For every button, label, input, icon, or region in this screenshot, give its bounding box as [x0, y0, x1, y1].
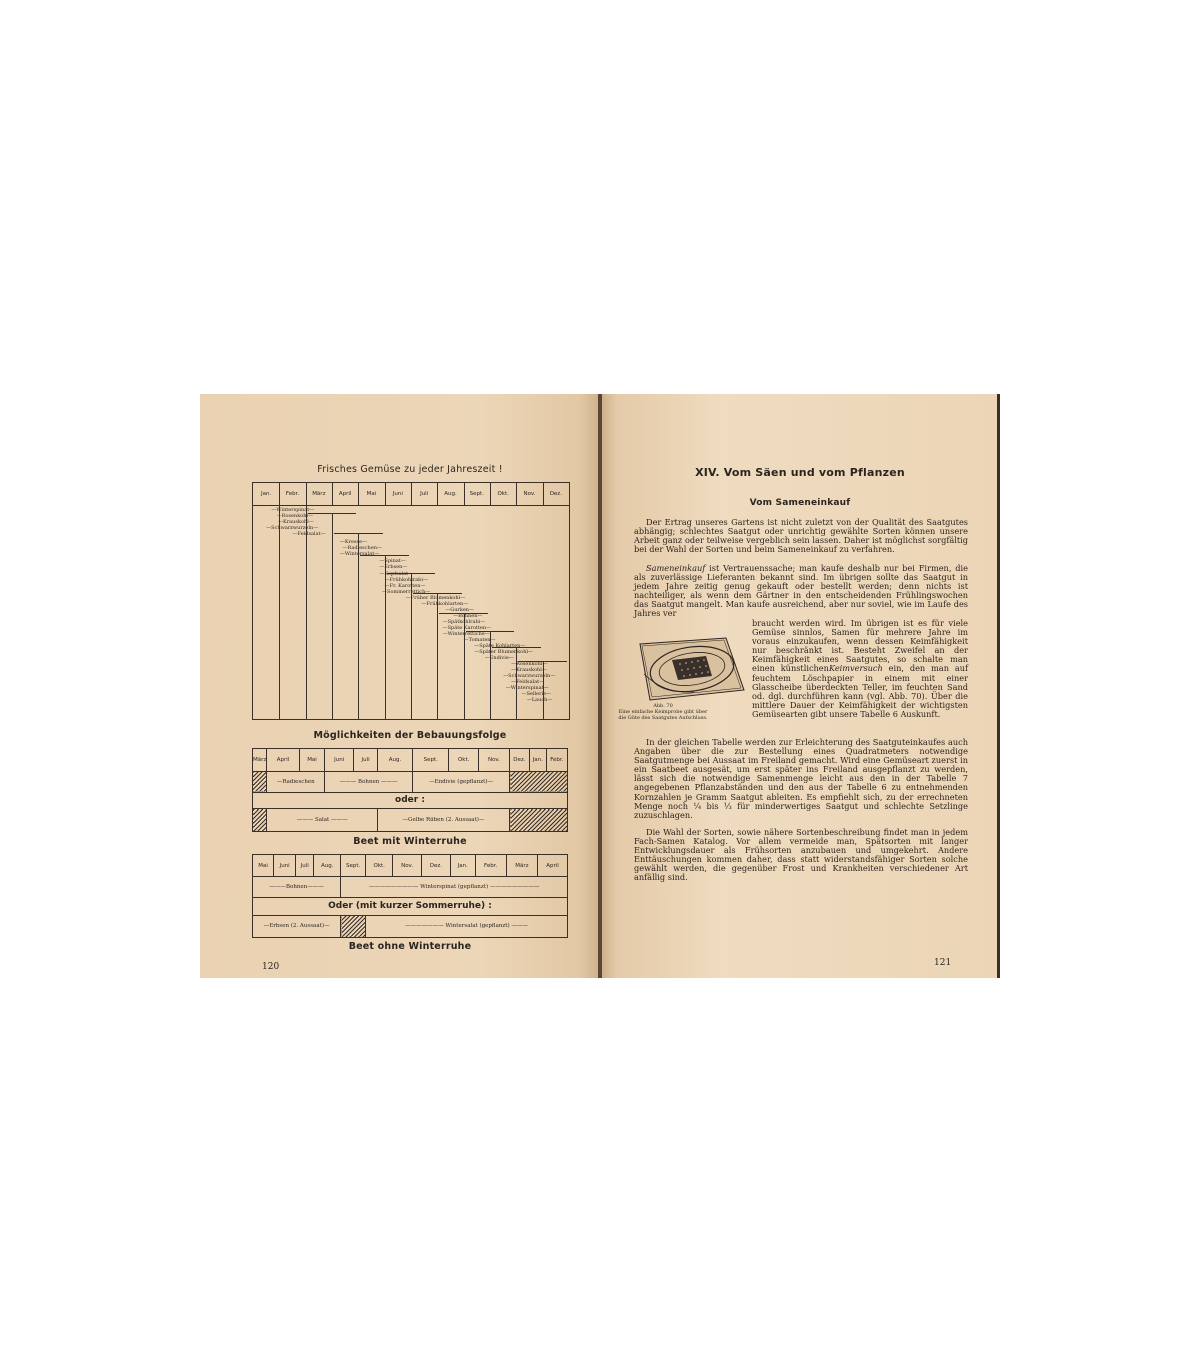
plate-illustration-icon: [634, 634, 748, 704]
section-title-bebauungsfolge: Möglichkeiten der Bebauungsfolge: [313, 730, 507, 741]
table1-month-7: Okt.: [449, 749, 479, 772]
table2-month-1: Juni: [274, 855, 296, 877]
table2-month-4: Sept.: [341, 855, 366, 877]
section-title-ohne-winterruhe: Beet ohne Winterruhe: [348, 941, 472, 952]
chapter-title: XIV. Vom Säen und vom Pflanzen: [695, 466, 905, 479]
calendar-month-3: April: [332, 483, 359, 505]
paragraph-3: In der gleichen Tabelle werden zur Erleichterung des Saatguteinkaufes auch Angaben über die zur Bestellung eines Quadratmeters notwendige Saatgutmenge bei Aussaat im Freiland gemacht. Wird eine Gemüseart zuerst in ein Saatbeet ausgesät, um erst später ins Freiland ausgepflanzt zu werden, lässt sich die notwendige Samenmenge leicht aus den in der Tabelle 7 angegebenen Pflanzabständen und den aus der Tabelle 6 zu entnehmenden Kornzahlen je Gramm Saatgut ableiten. Es empfiehlt sich, zu der errechneten Menge noch ¼ bis ⅓ für minderwertiges Saatgut und schlechte Setzlinge zuzuschlagen.: [634, 737, 968, 820]
table1-month-8: Nov.: [478, 749, 509, 772]
vegetable-label: —Späte Kohlarten—: [474, 643, 526, 649]
table2-month-6: Nov.: [393, 855, 422, 877]
germination-test-figure: [634, 634, 748, 704]
vegetable-label: —Kresse—: [339, 539, 368, 545]
vegetable-label: —Wintersalat—: [339, 551, 380, 557]
calendar-month-9: Okt.: [490, 483, 517, 505]
hatch-cell: [510, 771, 568, 792]
calendar-month-6: Juli: [411, 483, 438, 505]
book-spread: [200, 394, 1000, 978]
vegetable-label: —Frühkohlarten—: [421, 601, 469, 607]
table1-month-5: Aug.: [377, 749, 412, 772]
vegetable-label: —Winterspinat—: [271, 507, 315, 513]
cell-bohnen: ——— Bohnen ———: [325, 771, 413, 792]
page-edge: [997, 394, 1000, 978]
vegetable-label: —Fr. Karotten—: [384, 583, 426, 589]
vegetable-label: —Frühkohlrabi—: [384, 577, 428, 583]
table2-month-11: April: [538, 855, 568, 877]
table1-month-6: Sept.: [413, 749, 449, 772]
table1-month-0: März: [253, 749, 267, 772]
hatch-cell: [510, 809, 568, 832]
cell-winterspinat: ————————— Winterspinat (gepflanzt) —————————: [341, 877, 568, 897]
chart-title: Frisches Gemüse zu jeder Jahreszeit !: [317, 464, 503, 475]
calendar-month-7: Aug.: [437, 483, 464, 505]
vegetable-label: —Sommerrettich—: [382, 589, 431, 595]
vegetable-label: —Krauskohl—: [278, 519, 314, 525]
calendar-month-8: Sept.: [464, 483, 491, 505]
vegetable-label: —Erbsen—: [379, 564, 408, 570]
section-title-sameneinkauf: Vom Sameneinkauf: [749, 498, 851, 508]
figure-label: Abb. 70: [653, 703, 673, 709]
cell-erbsen: —Erbsen (2. Aussaat)—: [253, 915, 341, 937]
cell-radieschen: —Radieschen: [267, 771, 325, 792]
vegetable-label: —Feldsalat—: [511, 679, 545, 685]
calendar-step-line: [308, 513, 357, 514]
oder-label: oder :: [253, 792, 568, 809]
paragraph-2-top: Sameneinkauf ist Vertrauenssache; man kaufe deshalb nur bei Firmen, die als zuverlässige Lieferanten bekannt sind. Im übrigen sollte das Saatgut in jedem Jahre zeitig genug gekauft oder bestellt werden; denn nichts ist nachteiliger, als wenn dem Gärtner in den entscheidenden Frühlingswochen das Saatgut mangelt. Man kaufe ausreichend, aber nur soviel, wie im Laufe des Jahres ver: [634, 563, 968, 619]
calendar-month-5: Juni: [385, 483, 412, 505]
paragraph-2-wrap: braucht werden wird. Im übrigen ist es für viele Gemüse sinnlos, Samen für mehrere Jahre im voraus einzukaufen, wenn dessen Keimfähigkeit nur beschränkt ist. Besteht Zweifel an der Keimfähigkeit eines Saatgutes, so schalte man einen künstlichenKeimversuch ein, den man auf feuchtem Löschpapier in einem mit einer Glasscheibe überdeckten Teller, im feuchten Sand od. dgl. durchführen kann (vgl. Abb. 70). Über die mittlere Dauer der Keimfähigkeit der wichtigsten Gemüsearten gibt unsere Tabelle 6 Auskunft.: [752, 618, 969, 719]
vegetable-label: —Später Blumenkohl—: [474, 649, 534, 655]
calendar-month-1: Febr.: [279, 483, 306, 505]
oder-sommerruhe-label: Oder (mit kurzer Sommerruhe) :: [253, 897, 568, 915]
table1-month-10: Jan.: [529, 749, 546, 772]
paragraph-1: Der Ertrag unseres Gartens ist nicht zuletzt von der Qualität des Saatgutes abhängig; schlechtes Saatgut oder unrichtig gewählte Sorten können unsere Arbeit ganz oder teilweise vergeblich sein lassen. Daher ist möglichst sorgfältig bei der Wahl der Sorten und beim Sameneinkauf zu verfahren.: [634, 517, 968, 555]
vegetable-label: —Feldsalat—: [292, 531, 326, 537]
succession-table-2: [252, 854, 568, 938]
calendar-column-line: [437, 593, 438, 719]
calendar-month-11: Dez.: [549, 491, 562, 497]
vegetable-label: —Winterspinat—: [505, 685, 549, 691]
page-number-left: 120: [262, 962, 280, 972]
cell-bohnen-2: ———Bohnen———: [253, 877, 341, 897]
section-title-winterruhe: Beet mit Winterruhe: [353, 836, 467, 847]
figure-caption-text: Eine einfache Keimprobe gibt über die Güte des Saatgutes Aufschluss.: [618, 709, 708, 721]
book-gutter: [598, 394, 602, 978]
table1-month-4: Juli: [354, 749, 378, 772]
table2-month-9: Febr.: [475, 855, 506, 877]
table1-month-3: Juni: [325, 749, 354, 772]
table1-month-9: Dez.: [510, 749, 530, 772]
table2-month-8: Jan.: [450, 855, 475, 877]
hatch-cell: [253, 771, 267, 792]
vegetable-label: —Tomaten—: [463, 637, 496, 643]
vegetable-label: —Spätkohlrabi—: [442, 619, 486, 625]
table1-month-11: Febr.: [546, 749, 567, 772]
table2-month-2: Juli: [296, 855, 314, 877]
table2-month-0: Mai: [253, 855, 274, 877]
vegetable-label: —Bohnen—: [453, 613, 483, 619]
calendar-column-line: [279, 505, 280, 719]
hatch-cell: [341, 915, 366, 937]
table2-month-7: Dez.: [421, 855, 450, 877]
vegetable-label: —Gurken—: [445, 607, 475, 613]
vegetable-label: —Lauch—: [526, 697, 553, 703]
calendar-month-10: Nov.: [516, 483, 543, 505]
figure-caption: [618, 703, 708, 721]
vegetable-label: —Schwarzwurzeln—: [266, 525, 319, 531]
cell-gelbe-rueben: —Gelbe Rüben (2. Aussaat)—: [377, 809, 509, 832]
calendar-month-0: Jan.: [253, 483, 280, 505]
vegetable-label: —Sellerie—: [521, 691, 552, 697]
vegetable-label: —Krauskohl—: [511, 667, 547, 673]
table1-month-1: April: [267, 749, 300, 772]
table1-month-2: Mai: [299, 749, 325, 772]
vegetable-label: —Späte Karotten—: [442, 625, 492, 631]
vegetable-label: —Schwarzwurzeln—: [503, 673, 556, 679]
hatch-cell: [253, 809, 267, 832]
paragraph-4: Die Wahl der Sorten, sowie nähere Sortenbeschreibung findet man in jedem Fach-Samen Katalog. Vor allem vermeide man, Spätsorten mit langer Entwicklungsdauer als Frühsorten anzubauen und umgekehrt. Andere Enttäuschungen kommen daher, dass statt widerstandsfähiger Sorten solche gewählt werden, die gegenüber Frost und Krankheiten verschiedener Art anfällig sind.: [634, 827, 968, 883]
calendar-column-line: [358, 533, 359, 719]
vegetable-label: —Rosenkohl—: [276, 513, 314, 519]
table2-month-3: Aug.: [314, 855, 341, 877]
calendar-column-line: [306, 505, 307, 719]
vegetable-label: —Spinat—: [379, 558, 406, 564]
left-page: [200, 394, 600, 978]
vegetable-calendar: [252, 482, 570, 720]
succession-table-1: [252, 748, 568, 832]
vegetable-label: —Radieschen—: [342, 545, 382, 551]
vegetable-label: —Rosenkohl—: [511, 661, 548, 667]
calendar-step-line: [334, 533, 383, 534]
vegetable-label: —Winterrettiche—: [442, 631, 490, 637]
calendar-step-line: [281, 505, 330, 506]
vegetable-label: —Früher Blumenkohl—: [405, 595, 466, 601]
vegetable-label: —Endivie—: [484, 655, 514, 661]
table2-month-10: März: [506, 855, 537, 877]
calendar-column-line: [332, 513, 333, 719]
cell-wintersalat: ——————— Wintersalat (gepflanzt) ———: [366, 915, 568, 937]
calendar-month-4: Mai: [358, 483, 385, 505]
page-number-right: 121: [934, 958, 952, 968]
vegetable-label: —Kopfsalat—: [379, 571, 414, 577]
cell-endivie: —Endivie (gepflanzt)—: [413, 771, 510, 792]
calendar-month-2: März: [306, 483, 333, 505]
cell-salat: ——— Salat ———: [267, 809, 378, 832]
table2-month-5: Okt.: [366, 855, 393, 877]
